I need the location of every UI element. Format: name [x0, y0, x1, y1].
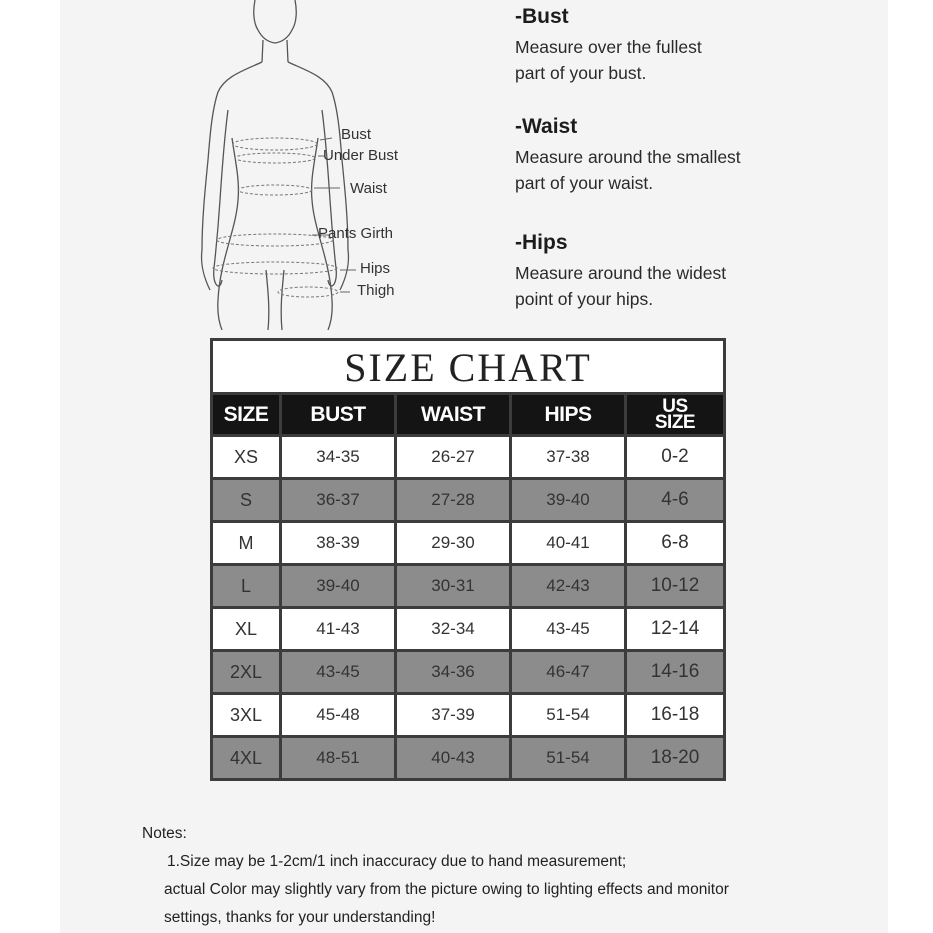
header-waist: WAIST — [397, 395, 509, 434]
measure-hips-heading: -Hips — [515, 231, 568, 254]
cell-waist: 40-43 — [397, 738, 509, 778]
measure-hips-line-2: point of your hips. — [515, 289, 654, 309]
cell-hips: 51-54 — [512, 695, 624, 735]
cell-waist: 26-27 — [397, 437, 509, 477]
cell-size: 2XL — [213, 652, 279, 692]
cell-hips: 39-40 — [512, 480, 624, 520]
cell-bust: 45-48 — [282, 695, 394, 735]
measure-waist-heading: -Waist — [515, 115, 578, 138]
cell-us-size: 16-18 — [627, 695, 723, 735]
header-us-size-line-2: SIZE — [654, 411, 696, 433]
diagram-label-pants-girth: Pants Girth — [318, 225, 394, 242]
diagram-label-bust: Bust — [341, 126, 372, 143]
cell-size: 3XL — [213, 695, 279, 735]
cell-size: L — [213, 566, 279, 606]
size-chart-title: SIZE CHART — [213, 341, 723, 392]
cell-waist: 37-39 — [397, 695, 509, 735]
cell-hips: 37-38 — [512, 437, 624, 477]
cell-hips: 51-54 — [512, 738, 624, 778]
measure-waist-line-2: part of your waist. — [515, 173, 654, 193]
notes-line-2: actual Color may slightly vary from the picture owing to lighting effects and monitor — [164, 881, 729, 898]
cell-size: 4XL — [213, 738, 279, 778]
cell-us-size: 4-6 — [627, 480, 723, 520]
cell-hips: 43-45 — [512, 609, 624, 649]
cell-us-size: 10-12 — [627, 566, 723, 606]
cell-waist: 30-31 — [397, 566, 509, 606]
measure-hips-line-1: Measure around the widest — [515, 263, 727, 283]
cell-us-size: 6-8 — [627, 523, 723, 563]
measure-bust-heading: -Bust — [515, 5, 569, 28]
header-hips: HIPS — [512, 395, 624, 434]
header-size: SIZE — [213, 395, 279, 434]
cell-us-size: 18-20 — [627, 738, 723, 778]
measure-waist — [515, 116, 845, 196]
cell-bust: 38-39 — [282, 523, 394, 563]
cell-waist: 32-34 — [397, 609, 509, 649]
measure-bust-line-2: part of your bust. — [515, 63, 647, 83]
cell-bust: 41-43 — [282, 609, 394, 649]
measure-bust — [515, 6, 845, 86]
header-bust: BUST — [282, 395, 394, 434]
notes-label: Notes: — [142, 825, 187, 842]
header-us-size — [627, 395, 723, 434]
diagram-label-hips: Hips — [360, 260, 391, 277]
body-figure-illustration — [150, 0, 430, 330]
cell-size: XS — [213, 437, 279, 477]
cell-us-size: 12-14 — [627, 609, 723, 649]
cell-bust: 36-37 — [282, 480, 394, 520]
cell-waist: 34-36 — [397, 652, 509, 692]
cell-hips: 46-47 — [512, 652, 624, 692]
notes — [142, 820, 729, 932]
measure-hips — [515, 232, 845, 312]
diagram-label-thigh: Thigh — [357, 282, 395, 299]
notes-line-1: 1.Size may be 1-2cm/1 inch inaccuracy due to hand measurement; — [167, 853, 627, 870]
header-us-size-line-1: US — [662, 395, 688, 417]
cell-size: S — [213, 480, 279, 520]
cell-bust: 39-40 — [282, 566, 394, 606]
cell-size: XL — [213, 609, 279, 649]
diagram-label-under-bust: Under Bust — [323, 147, 399, 164]
cell-waist: 27-28 — [397, 480, 509, 520]
cell-bust: 43-45 — [282, 652, 394, 692]
cell-hips: 42-43 — [512, 566, 624, 606]
cell-bust: 48-51 — [282, 738, 394, 778]
diagram-label-waist: Waist — [350, 180, 387, 197]
cell-us-size: 0-2 — [627, 437, 723, 477]
cell-waist: 29-30 — [397, 523, 509, 563]
cell-size: M — [213, 523, 279, 563]
size-chart — [210, 338, 726, 781]
cell-bust: 34-35 — [282, 437, 394, 477]
cell-us-size: 14-16 — [627, 652, 723, 692]
measure-waist-line-1: Measure around the smallest — [515, 147, 741, 167]
notes-line-3: settings, thanks for your understanding! — [164, 909, 436, 926]
measure-bust-line-1: Measure over the fullest — [515, 37, 702, 57]
cell-hips: 40-41 — [512, 523, 624, 563]
